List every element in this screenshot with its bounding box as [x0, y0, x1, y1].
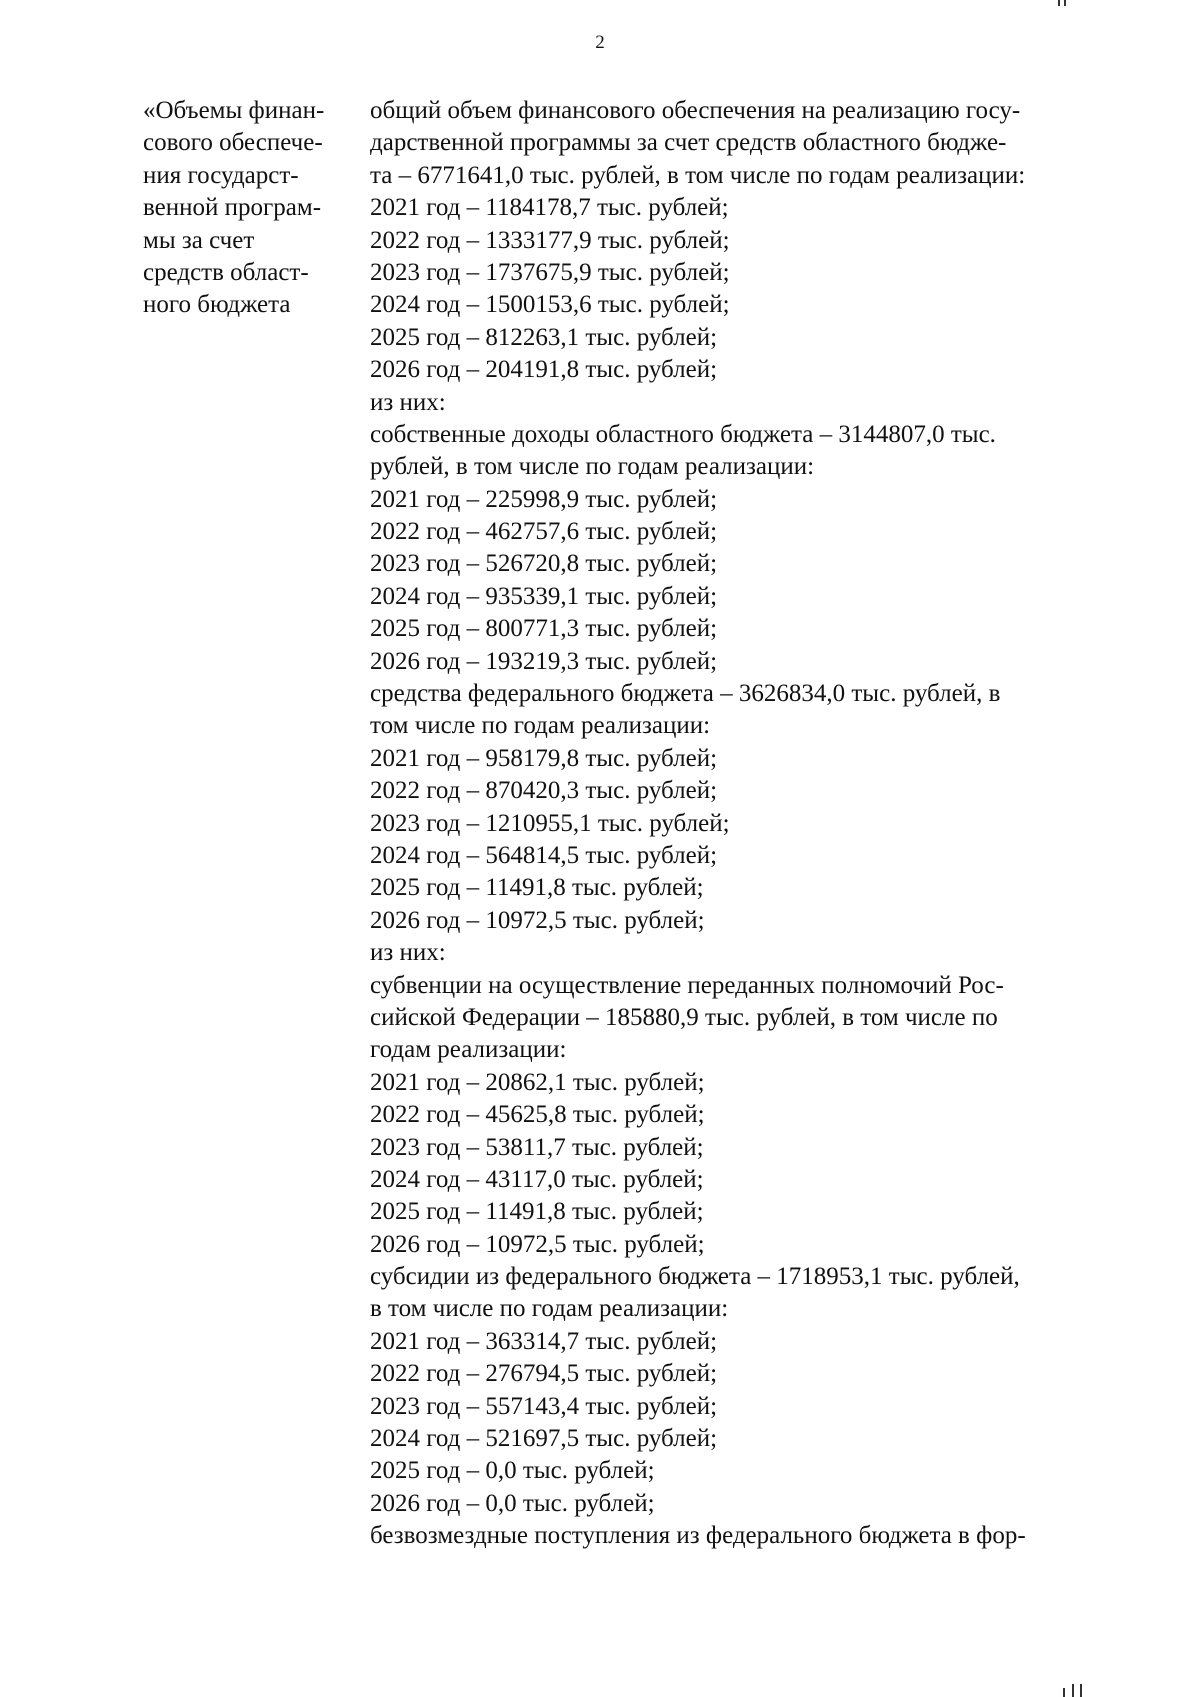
content-line: 2022 год – 45625,8 тыс. рублей; [370, 1101, 705, 1129]
content-line: 2025 год – 11491,8 тыс. рублей; [370, 874, 704, 902]
content-line: из них: [370, 388, 446, 416]
content-line: 2026 год – 0,0 тыс. рублей; [370, 1489, 655, 1517]
label-line: ного бюджета [143, 291, 291, 319]
content-line: годам реализации: [370, 1036, 567, 1064]
content-line: безвозмездные поступления из федерального бюджета в фор- [370, 1522, 1026, 1550]
label-line: «Объемы финан- [143, 97, 325, 124]
content-line: 2021 год – 1184178,7 тыс. рублей; [370, 194, 729, 222]
content-line: средства федерального бюджета – 3626834,0 тыс. рублей, в [370, 680, 1001, 708]
scan-mark-bottom-right [1063, 1688, 1065, 1697]
content-line: 2022 год – 462757,6 тыс. рублей; [370, 518, 718, 546]
content-line: 2022 год – 870420,3 тыс. рублей; [370, 777, 718, 805]
scan-mark-top-right [1058, 0, 1060, 6]
content-line: 2026 год – 10972,5 тыс. рублей; [370, 1230, 705, 1258]
content-line: субсидии из федерального бюджета – 1718953,1 тыс. рублей, [370, 1263, 1020, 1291]
content-line: 2023 год – 53811,7 тыс. рублей; [370, 1133, 704, 1161]
content-line: 2026 год – 193219,3 тыс. рублей; [370, 647, 718, 675]
content-line: из них: [370, 939, 446, 967]
label-line: средств област- [143, 258, 309, 286]
content-line: сийской Федерации – 185880,9 тыс. рублей, в том числе по [370, 1003, 998, 1031]
scan-mark-bottom-right-3 [1080, 1684, 1082, 1697]
label-line: мы за счет [143, 226, 255, 254]
page-number: 2 [595, 32, 605, 53]
content-line: 2025 год – 11491,8 тыс. рублей; [370, 1198, 704, 1226]
scan-mark-top-right-2 [1064, 0, 1066, 6]
content-line: собственные доходы областного бюджета – 3144807,0 тыс. [370, 420, 996, 448]
content-line: 2024 год – 935339,1 тыс. рублей; [370, 582, 718, 610]
content-line: 2024 год – 521697,5 тыс. рублей; [370, 1425, 718, 1453]
content-line: 2024 год – 1500153,6 тыс. рублей; [370, 291, 730, 319]
content-line: 2023 год – 526720,8 тыс. рублей; [370, 550, 718, 578]
label-line: ния государст- [143, 161, 299, 189]
label-line: сового обеспече- [143, 129, 323, 157]
content-line: 2025 год – 812263,1 тыс. рублей; [370, 323, 718, 351]
content-line: 2021 год – 20862,1 тыс. рублей; [370, 1068, 705, 1096]
content-line: 2021 год – 958179,8 тыс. рублей; [370, 744, 718, 772]
scan-mark-bottom-right-2 [1072, 1684, 1074, 1697]
content-line: 2025 год – 0,0 тыс. рублей; [370, 1457, 655, 1485]
content-line: 2022 год – 1333177,9 тыс. рублей; [370, 226, 730, 254]
content-line: 2023 год – 557143,4 тыс. рублей; [370, 1392, 718, 1420]
section-content [370, 95, 1130, 1553]
content-line: 2026 год – 10972,5 тыс. рублей; [370, 906, 705, 934]
content-line: том числе по годам реализации: [370, 712, 711, 740]
content-line: общий объем финансового обеспечения на реализацию госу- [370, 97, 1021, 124]
content-line: 2023 год – 1210955,1 тыс. рублей; [370, 809, 730, 837]
content-line: 2023 год – 1737675,9 тыс. рублей; [370, 258, 730, 286]
content-line: 2021 год – 225998,9 тыс. рублей; [370, 485, 718, 513]
content-line: 2026 год – 204191,8 тыс. рублей; [370, 356, 718, 384]
content-line: 2024 год – 564814,5 тыс. рублей; [370, 841, 718, 869]
content-line: в том числе по годам реализации: [370, 1295, 729, 1323]
content-line: 2025 год – 800771,3 тыс. рублей; [370, 615, 718, 643]
content-line: 2022 год – 276794,5 тыс. рублей; [370, 1360, 718, 1388]
content-line: та – 6771641,0 тыс. рублей, в том числе по годам реализации: [370, 161, 1026, 189]
content-line: рублей, в том числе по годам реализации: [370, 453, 815, 481]
content-line: 2021 год – 363314,7 тыс. рублей; [370, 1327, 718, 1355]
section-label [143, 95, 358, 322]
content-line: 2024 год – 43117,0 тыс. рублей; [370, 1165, 704, 1193]
label-line: венной програм- [143, 194, 322, 222]
content-line: дарственной программы за счет средств областного бюдже- [370, 129, 1007, 157]
content-line: субвенции на осуществление переданных полномочий Рос- [370, 971, 1004, 999]
